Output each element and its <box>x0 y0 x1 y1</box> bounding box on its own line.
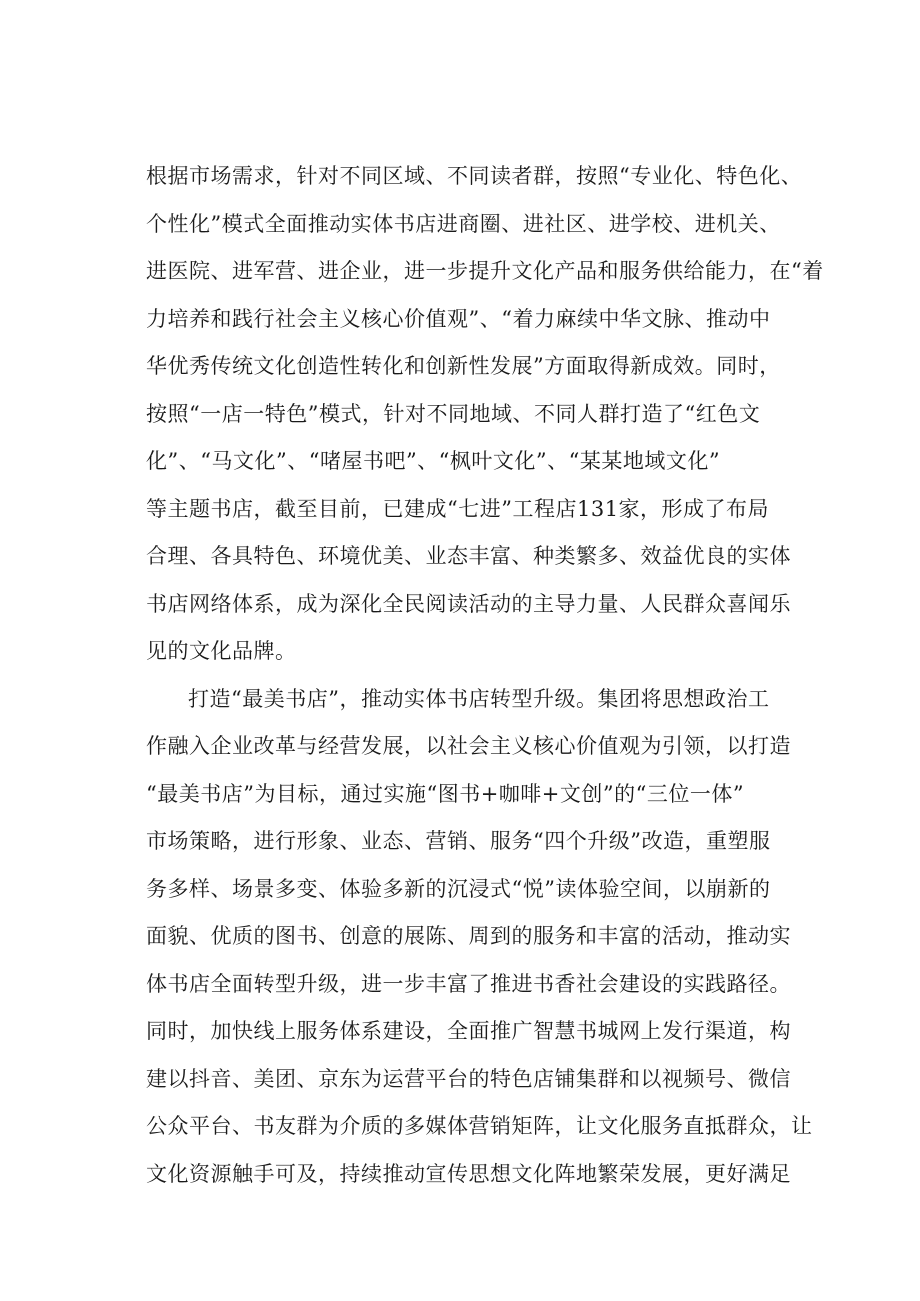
text-line: 个性化”模式全面推动实体书店进商圈、进社区、进学校、进机关、 <box>146 211 781 236</box>
text-line: 华优秀传统文化创造性转化和创新性发展”方面取得新成效。同时， <box>146 354 781 378</box>
text-line: 同时，加快线上服务体系建设，全面推广智慧书城网上发行渠道，构 <box>146 1019 791 1043</box>
text-line: 文化资源触手可及，持续推动宣传思想文化阵地繁荣发展，更好满足 <box>146 1161 791 1186</box>
text-line: 体书店全面转型升级，进一步丰富了推进书香社会建设的实践路径。 <box>146 971 791 996</box>
body-text <box>146 153 824 1198</box>
text-line: 打造“最美书店”，推动实体书店转型升级。集团将思想政治工 <box>188 686 770 711</box>
text-line: “最美书店”为目标，通过实施“图书+咖啡+文创”的“三位一体” <box>146 781 745 806</box>
text-line: 等主题书店，截至目前，已建成“七进”工程店131家，形成了布局 <box>146 496 770 521</box>
text-line: 务多样、场景多变、体验多新的沉浸式“悦”读体验空间，以崩新的 <box>146 876 771 901</box>
text-line: 进医院、进军营、进企业，进一步提升文化产品和服务供给能力，在“着 <box>146 259 824 283</box>
text-line: 按照“一店一特色”模式，针对不同地域、不同人群打造了“红色文 <box>146 401 761 426</box>
text-line: 建以抖音、美团、京东为运营平台的特色店铺集群和以视频号、微信 <box>146 1066 791 1091</box>
text-line: 市场策略，进行形象、业态、营销、服务“四个升级”改造，重塑服 <box>146 829 771 853</box>
text-line: 书店网络体系，成为深化全民阅读活动的主导力量、人民群众喜闻乐 <box>146 591 791 616</box>
text-line: 见的文化品牌。 <box>146 639 297 663</box>
paragraph-2 <box>146 676 813 1199</box>
text-line: 化”、“马文化”、“啫屋书吧”、“枫叶文化”、“某某地域文化” <box>146 449 721 473</box>
paragraph-1 <box>146 153 824 676</box>
text-line: 公众平台、书友群为介质的多媒体营销矩阵，让文化服务直抵群众，让 <box>146 1114 813 1138</box>
text-line: 面貌、优质的图书、创意的展陈、周到的服务和丰富的活动，推动实 <box>146 924 791 948</box>
text-line: 根据市场需求，针对不同区域、不同读者群，按照“专业化、特色化、 <box>146 164 803 188</box>
text-line: 作融入企业改革与经营发展，以社会主义核心价值观为引领，以打造 <box>146 734 791 758</box>
text-line: 合理、各具特色、环境优美、业态丰富、种类繁多、效益优良的实体 <box>146 544 791 568</box>
text-line: 力培养和践行社会主义核心价值观”、“着力麻续中华文脉、推动中 <box>146 306 771 331</box>
